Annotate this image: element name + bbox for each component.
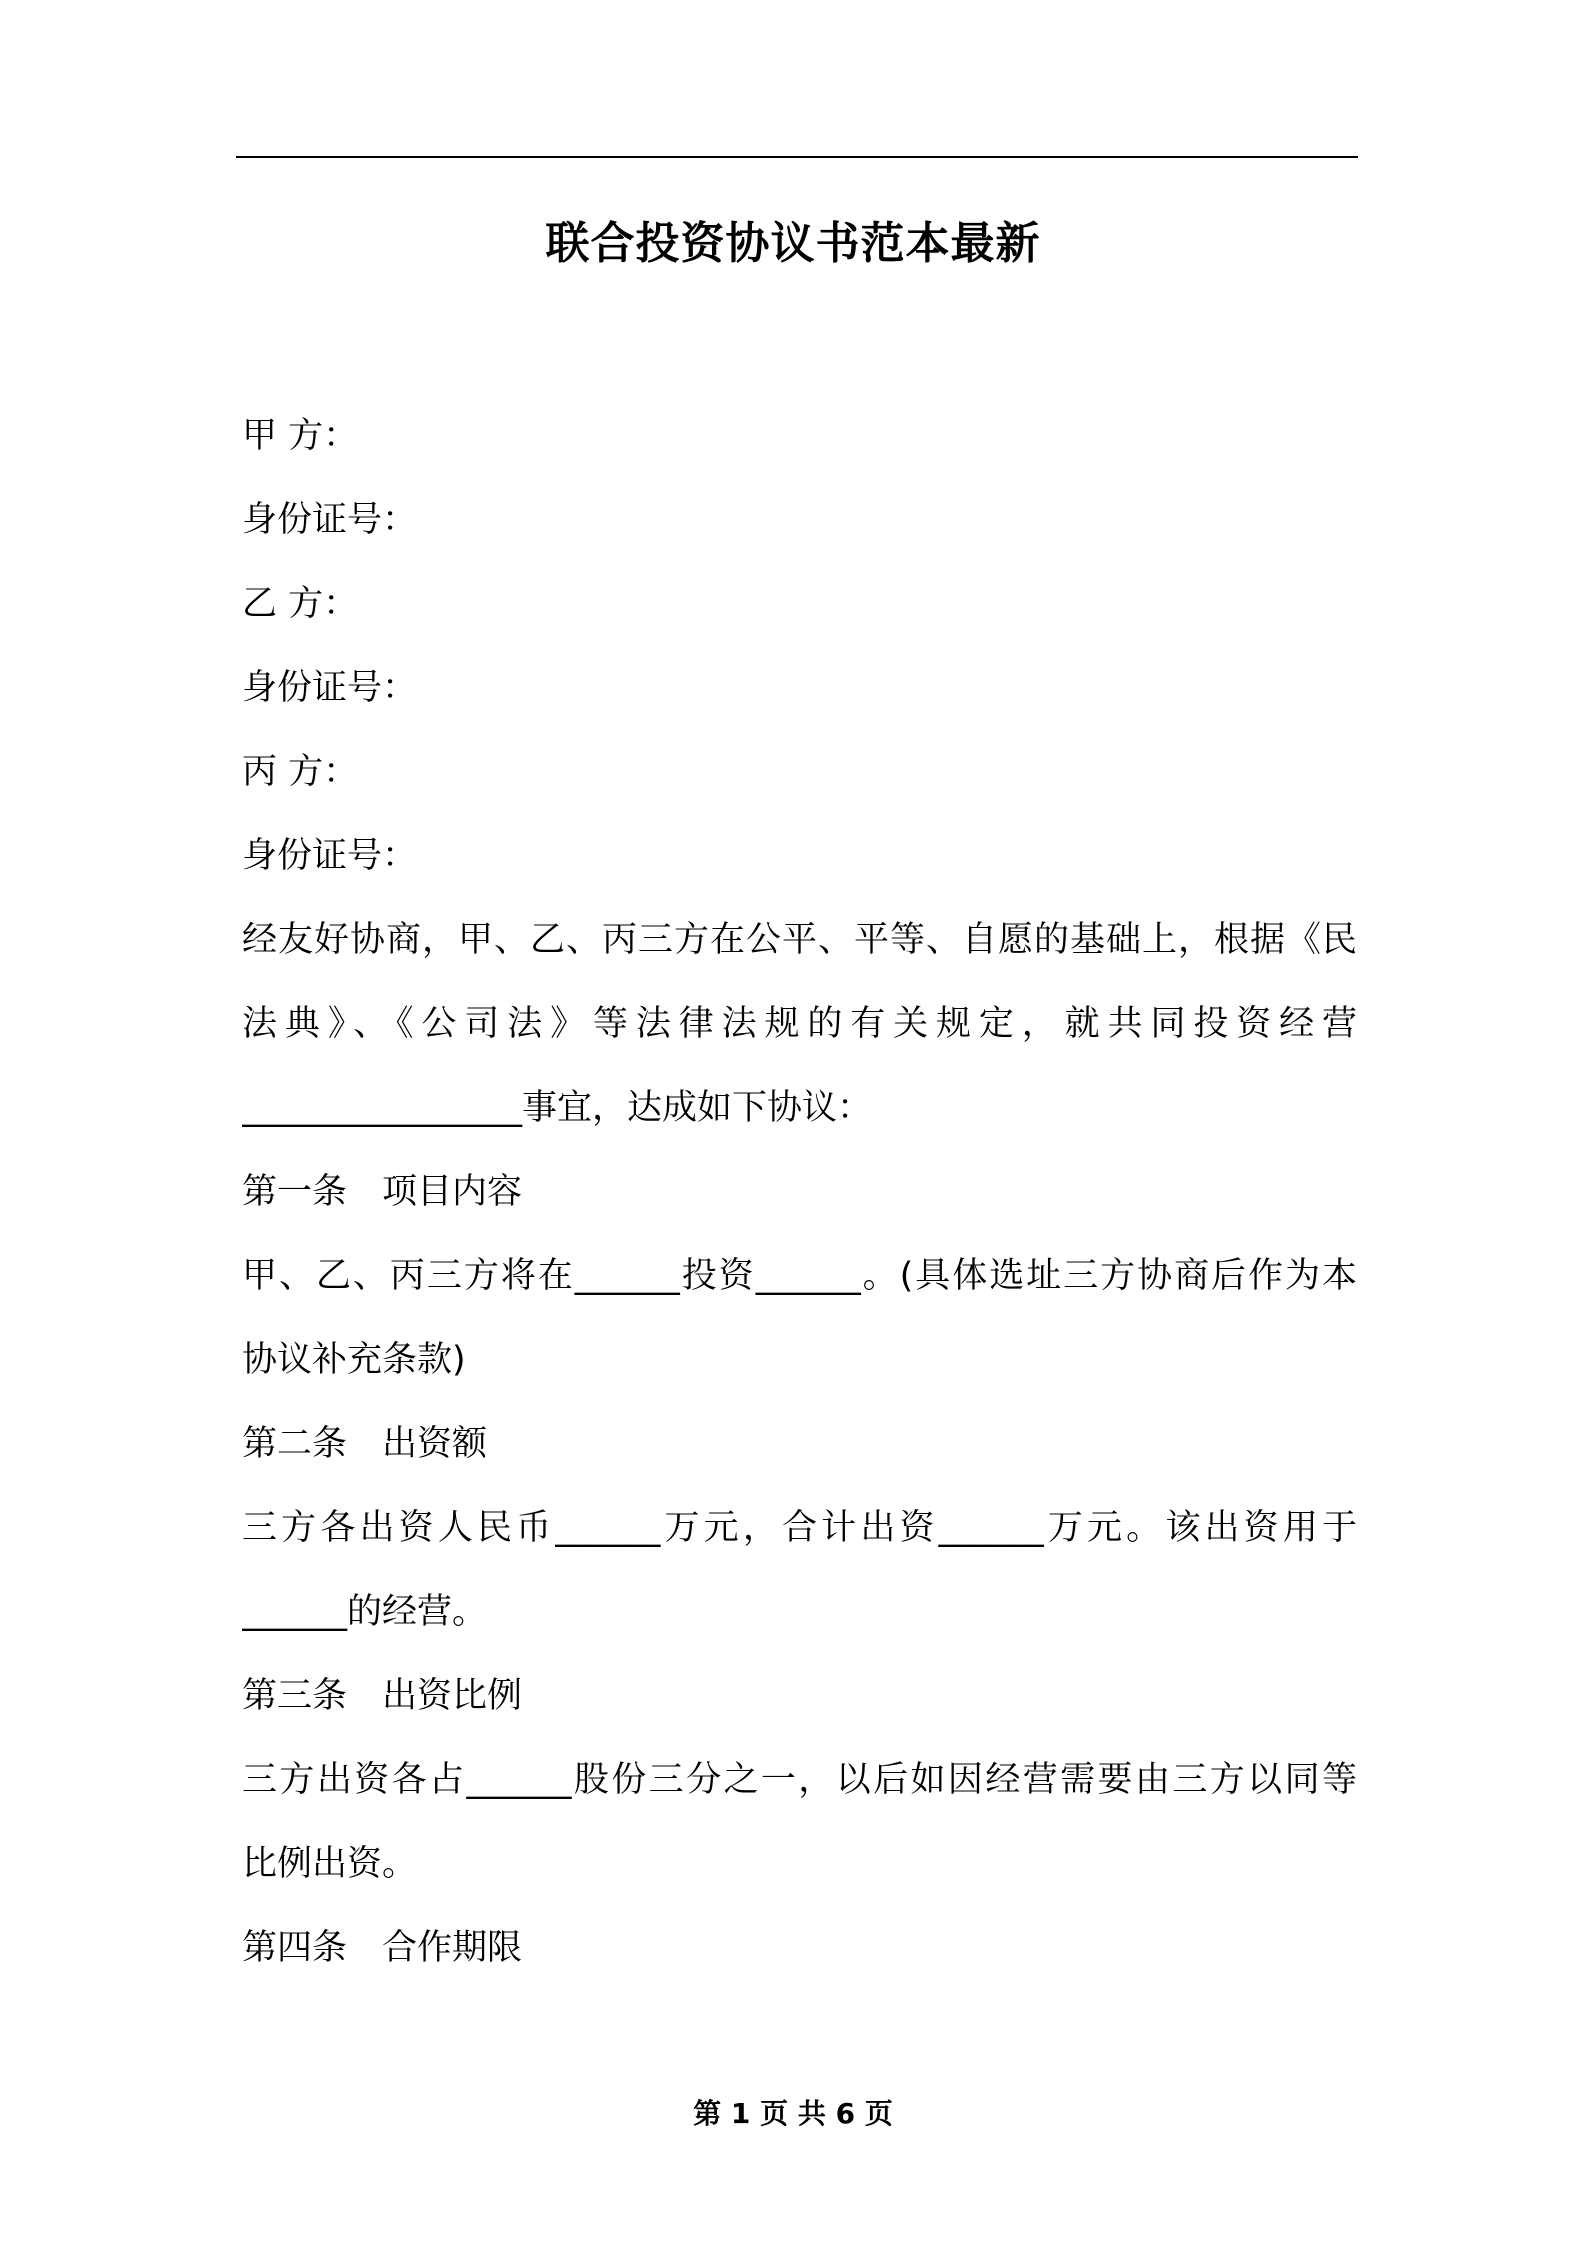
article-3-text-1: 三方出资各占______股份三分之一，以后如因经营需要由三方以同等 xyxy=(242,1760,1357,1800)
party-c-id-line: 身份证号： xyxy=(242,836,418,876)
article-3-heading: 第三条 出资比例 xyxy=(242,1676,523,1716)
party-a-id-line: 身份证号： xyxy=(242,500,418,540)
document-body xyxy=(242,394,1357,1990)
preamble-line-2: 法典》、《公司法》等法律法规的有关规定，就共同投资经营 xyxy=(242,1004,1357,1044)
document-title: 联合投资协议书范本最新 xyxy=(545,218,1041,269)
party-c-line: 丙 方： xyxy=(242,752,359,792)
article-4-heading: 第四条 合作期限 xyxy=(242,1928,523,1968)
party-a-line: 甲 方： xyxy=(242,416,359,456)
page-number-footer: 第 1 页 共 6 页 xyxy=(693,2097,893,2130)
article-1-text-2: 协议补充条款) xyxy=(242,1340,466,1380)
article-2-text-2: ______的经营。 xyxy=(242,1592,488,1632)
article-3-text-2: 比例出资。 xyxy=(242,1844,418,1884)
article-2-heading: 第二条 出资额 xyxy=(242,1424,488,1464)
preamble-line-1: 经友好协商，甲、乙、丙三方在公平、平等、自愿的基础上，根据《民 xyxy=(242,920,1357,960)
article-1-heading: 第一条 项目内容 xyxy=(242,1172,523,1212)
article-2-text-1: 三方各出资人民币______万元，合计出资______万元。该出资用于 xyxy=(242,1508,1357,1548)
header-rule xyxy=(236,156,1358,158)
preamble-line-3: ________________事宜，达成如下协议： xyxy=(242,1088,873,1128)
article-1-text-1: 甲、乙、丙三方将在______投资______。(具体选址三方协商后作为本 xyxy=(242,1256,1357,1296)
party-b-id-line: 身份证号： xyxy=(242,668,418,708)
party-b-line: 乙 方： xyxy=(242,584,359,624)
